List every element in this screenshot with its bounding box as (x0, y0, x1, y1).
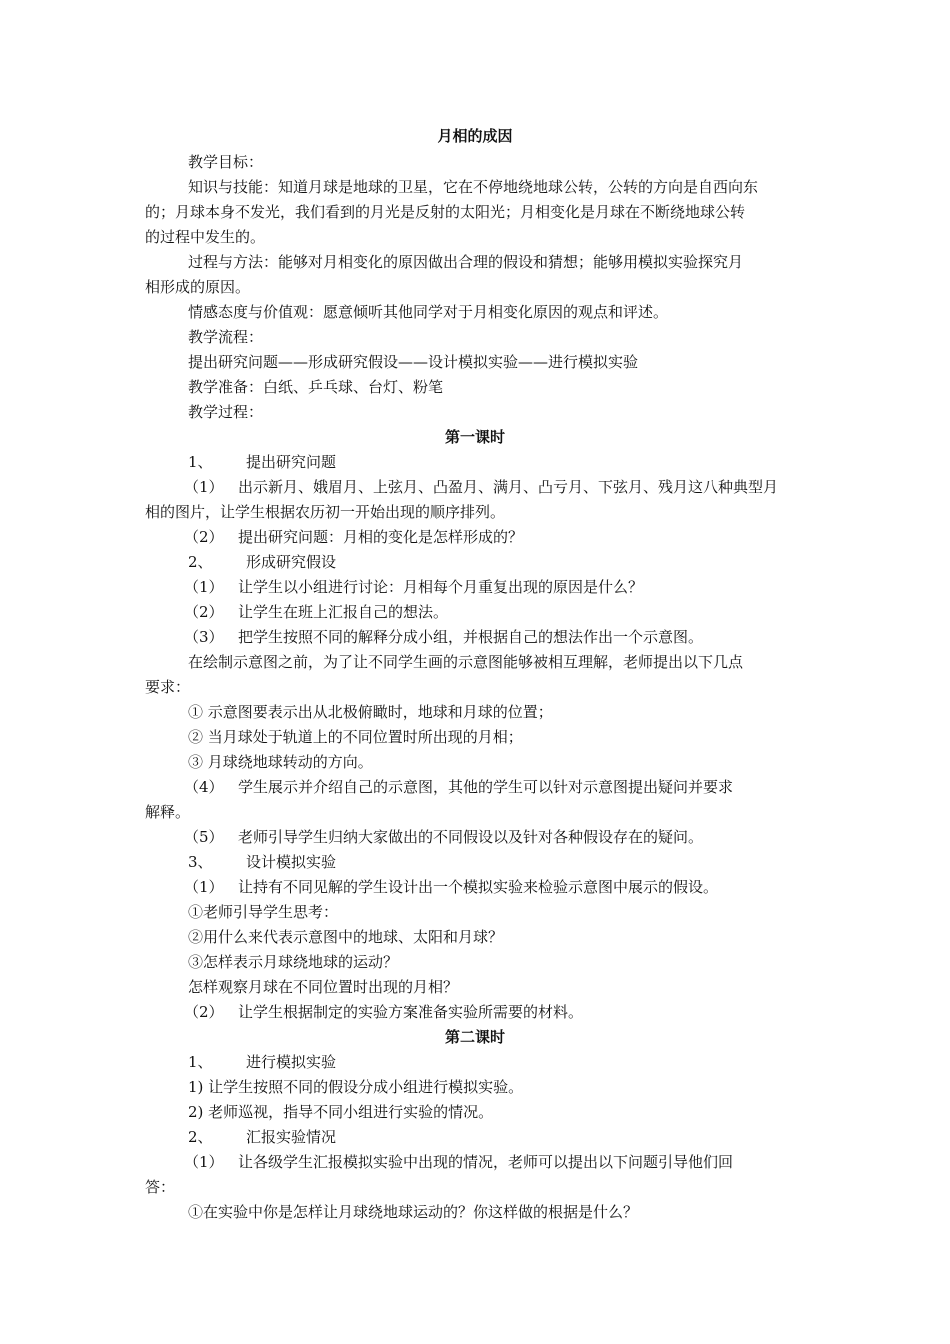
step-text: 让持有不同见解的学生设计出一个模拟实验来检验示意图中展示的假设。 (238, 878, 719, 896)
step-number: 1、 (188, 453, 213, 471)
step-text: 把学生按照不同的解释分成小组，并根据自己的想法作出一个示意图。 (238, 628, 704, 646)
step-1-2 (0, 525, 950, 549)
step-number: 1、 (188, 1053, 213, 1071)
step-number: （2） (184, 603, 224, 621)
lesson2-question-1: ①在实验中你是怎样让月球绕地球运动的？你这样做的根据是什么？ (188, 1203, 639, 1221)
requirements-line-2: 要求： (145, 678, 191, 696)
step-text: 让学生在班上汇报自己的想法。 (238, 603, 449, 621)
step-1-1 (0, 475, 950, 499)
step-text: 让各级学生汇报模拟实验中出现的情况，老师可以提出以下问题引导他们回 (238, 1153, 734, 1171)
step-text: 出示新月、娥眉月、上弦月、凸盈月、满月、凸亏月、下弦月、残月这八种典型月 (238, 478, 779, 496)
requirements-line-1: 在绘制示意图之前，为了让不同学生画的示意图能够被相互理解，老师提出以下几点 (188, 653, 744, 671)
process-line-1: 过程与方法：能够对月相变化的原因做出合理的假设和猜想；能够用模拟实验探究月 (188, 253, 744, 271)
step-2-3 (0, 625, 950, 649)
step-2-4-cont: 解释。 (145, 803, 191, 821)
step-1-1-cont: 相的图片，让学生根据农历初一开始出现的顺序排列。 (145, 503, 506, 521)
step-text: 进行模拟实验 (246, 1053, 337, 1071)
requirement-3: ③ 月球绕地球转动的方向。 (188, 753, 373, 771)
lesson2-step-1 (0, 1050, 950, 1074)
step-2-5 (0, 825, 950, 849)
requirement-2: ② 当月球处于轨道上的不同位置时所出现的月相； (188, 728, 523, 746)
lesson2-step-1a: 1) 让学生按照不同的假设分成小组进行模拟实验。 (188, 1078, 524, 1096)
step-2-4 (0, 775, 950, 799)
step-text: 汇报实验情况 (246, 1128, 337, 1146)
step-number: （1） (184, 1153, 224, 1171)
step-text: 老师引导学生归纳大家做出的不同假设以及针对各种假设存在的疑问。 (238, 828, 704, 846)
step-text: 学生展示并介绍自己的示意图，其他的学生可以针对示意图提出疑问并要求 (238, 778, 734, 796)
step-1 (0, 450, 950, 474)
lesson-1-heading: 第一课时 (444, 428, 505, 446)
attitude-line: 情感态度与价值观：愿意倾听其他同学对于月相变化原因的观点和评述。 (188, 303, 669, 321)
document-title: 月相的成因 (437, 127, 513, 145)
step-number: （1） (184, 578, 224, 596)
question-1: ①老师引导学生思考： (188, 903, 339, 921)
lesson2-step-1b: 2) 老师巡视，指导不同小组进行实验的情况。 (188, 1103, 494, 1121)
question-4: 怎样观察月球在不同位置时出现的月相？ (188, 978, 459, 996)
step-number: （3） (184, 628, 224, 646)
step-number: （2） (184, 528, 224, 546)
step-number: （2） (184, 1003, 224, 1021)
step-2-1 (0, 575, 950, 599)
step-3-1 (0, 875, 950, 899)
step-number: 3、 (188, 853, 213, 871)
step-text: 让学生以小组进行讨论：月相每个月重复出现的原因是什么？ (238, 578, 644, 596)
step-number: （4） (184, 778, 224, 796)
knowledge-line-2: 的；月球本身不发光，我们看到的月光是反射的太阳光；月相变化是月球在不断绕地球公转 (145, 203, 746, 221)
step-text: 提出研究问题 (246, 453, 337, 471)
question-2: ②用什么来代表示意图中的地球、太阳和月球？ (188, 928, 504, 946)
prep-line: 教学准备：白纸、乒乓球、台灯、粉笔 (188, 378, 444, 396)
step-number: （1） (184, 878, 224, 896)
flow-label: 教学流程： (188, 328, 264, 346)
knowledge-line-3: 的过程中发生的。 (145, 228, 266, 246)
step-number: 2、 (188, 1128, 213, 1146)
process-line-2: 相形成的原因。 (145, 278, 251, 296)
lesson-2-heading: 第二课时 (444, 1028, 505, 1046)
step-2 (0, 550, 950, 574)
lesson2-step-2 (0, 1125, 950, 1149)
procedure-label: 教学过程： (188, 403, 264, 421)
step-text: 提出研究问题：月相的变化是怎样形成的？ (238, 528, 524, 546)
step-text: 形成研究假设 (246, 553, 337, 571)
question-3: ③怎样表示月球绕地球的运动？ (188, 953, 399, 971)
knowledge-line-1: 知识与技能：知道月球是地球的卫星，它在不停地绕地球公转，公转的方向是自西向东 (188, 178, 759, 196)
lesson2-step-2-1 (0, 1150, 950, 1174)
step-3-2 (0, 1000, 950, 1024)
step-number: 2、 (188, 553, 213, 571)
step-3 (0, 850, 950, 874)
step-number: （1） (184, 478, 224, 496)
step-text: 让学生根据制定的实验方案准备实验所需要的材料。 (238, 1003, 584, 1021)
requirement-1: ① 示意图要表示出从北极俯瞰时，地球和月球的位置； (188, 703, 553, 721)
step-text: 设计模拟实验 (246, 853, 337, 871)
step-2-2 (0, 600, 950, 624)
step-number: （5） (184, 828, 224, 846)
flow-line: 提出研究问题——形成研究假设——设计模拟实验——进行模拟实验 (188, 353, 639, 371)
goals-label: 教学目标： (188, 153, 264, 171)
lesson2-step-2-1-cont: 答： (145, 1178, 176, 1196)
